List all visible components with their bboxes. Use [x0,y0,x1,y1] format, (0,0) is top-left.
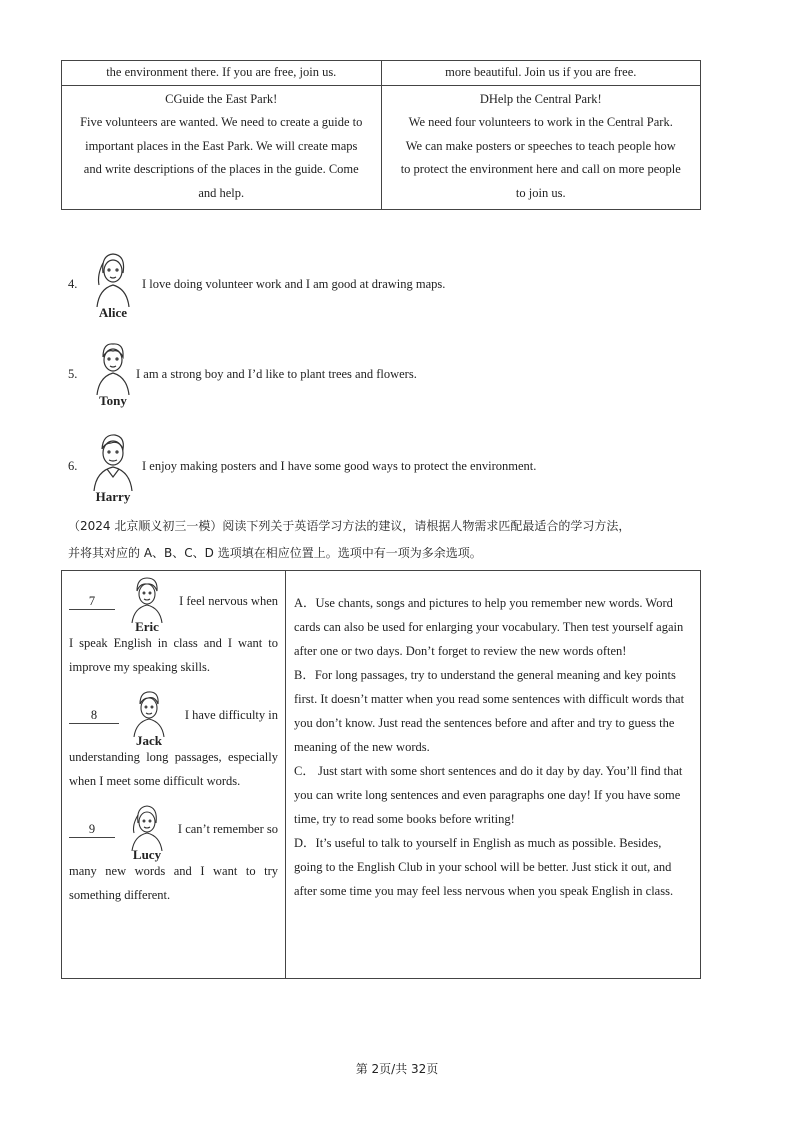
answer-blank-8[interactable]: 8 [69,707,119,724]
eric-figure [125,575,169,635]
boy-portrait-icon [131,689,167,737]
answer-blank-9[interactable]: 9 [69,821,115,838]
learning-methods-table [61,570,701,979]
person-eric [69,579,278,634]
person-lucy [69,807,278,862]
girl-portrait-icon [93,249,133,307]
text-line: to protect the environment here and call on more people [400,162,681,176]
option-c-cell [62,85,382,210]
person-need-text: many new words and I want to try something different. [69,864,278,902]
person-jack [69,693,278,748]
boy-portrait-icon [93,339,133,395]
page-footer: 第 2页/共 32页 [355,1062,439,1076]
person-name: Lucy [132,847,162,862]
text-line: and write descriptions of the places in the guide. Come [83,162,359,176]
question-text: I enjoy making posters and I have some good ways to protect the environment. [142,459,537,473]
text-line: We can make posters or speeches to teach people how [405,138,676,153]
question-number: 4. [68,277,78,291]
person-need-text: I speak English in class and I want to improve my speaking skills. [69,636,278,674]
text-line: Five volunteers are wanted. We need to create a guide to [80,115,363,129]
person-need-lead: I can’t remember so [177,822,278,836]
options-column [286,571,701,979]
text-line: We need four volunteers to work in the Central Park. [408,115,673,129]
option-d-title: DHelp the Central Park! [479,91,602,106]
harry-figure [90,431,136,505]
volunteer-table [61,60,701,210]
person-need-lead: I have difficulty in [184,708,278,722]
boy-portrait-icon [129,575,165,623]
tony-figure [90,339,136,409]
person-name: Harry [95,489,131,504]
person-name: Tony [99,393,127,408]
people-column [62,571,286,979]
option-a: A．Use chants, songs and pictures to help you remember new words. Word cards can also be used for enlarging your vocabulary. Then test yourself again after one or two days. Don’t forget to review the new words often! [294,596,684,658]
question-text: I love doing volunteer work and I am good at drawing maps. [142,277,446,291]
option-d-cell [381,85,701,210]
option-c: C． Just start with some short sentences and do it day by day. You’ll find that you can write long sentences and even paragraphs one day! If you have some time, try to read some books before writing! [294,764,683,826]
jack-figure [127,689,171,749]
person-name: Jack [136,733,162,748]
alice-figure [90,249,136,321]
text-line: and help. [198,185,245,200]
person-need-lead: I feel nervous when [179,594,278,608]
question-text: I am a strong boy and I’d like to plant trees and flowers. [136,367,417,381]
lucy-figure [125,803,169,863]
question-number: 6. [68,459,78,473]
cell-b-end: the environment there. If you are free, join us. [62,61,382,86]
person-name: Eric [135,619,159,634]
instruction-line: 并将其对应的 A、B、C、D 选项填在相应位置上。选项中有一项为多余选项。 [68,546,482,560]
girl-portrait-icon [129,803,165,851]
option-d: D．It’s useful to talk to yourself in English as much as possible. Besides, going to the English Club in your school will be better. Just stick it out, and after some time you may feel less nervous when you speak English in class. [294,836,674,898]
question-number: 5. [68,367,78,381]
person-need-text: understanding long passages, especially when I meet some difficult words. [69,750,278,788]
boy-portrait-icon [91,431,135,491]
cell-a-end: more beautiful. Join us if you are free. [381,61,701,86]
answer-blank-7[interactable]: 7 [69,593,115,610]
option-c-title: CGuide the East Park! [165,91,278,106]
instructions [68,513,708,567]
option-b: B．For long passages, try to understand the general meaning and key points first. It doesn’t matter when you read some sentences with difficult words that you don’t know. Just read the sentences before and after and try to guess the meaning of the new words. [294,668,685,754]
text-line: important places in the East Park. We will create maps [85,138,358,153]
instruction-line: （2024 北京顺义初三一模）阅读下列关于英语学习方法的建议，请根据人物需求匹配最适合的学习方法， [68,519,631,533]
text-line: to join us. [515,185,566,200]
person-name: Alice [98,305,128,320]
